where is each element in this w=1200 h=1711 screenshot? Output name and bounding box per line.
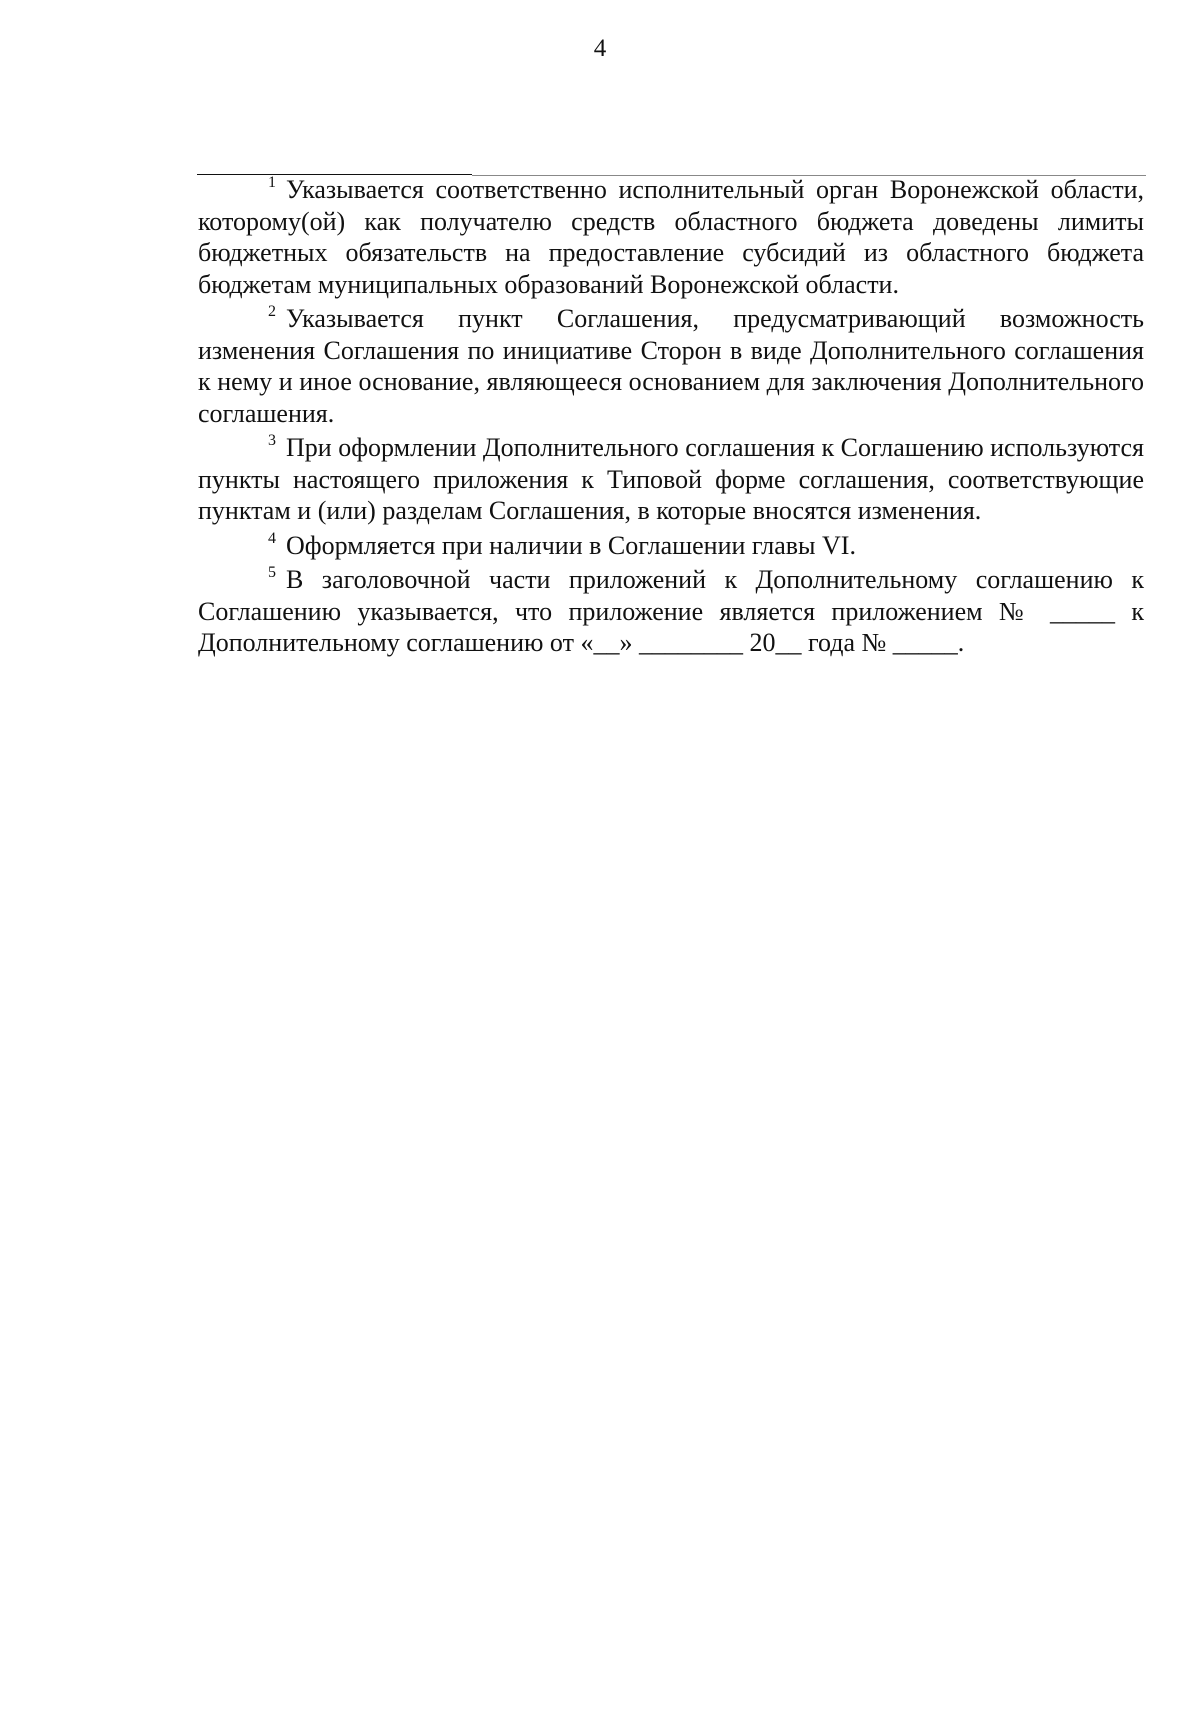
footnote-4 — [198, 530, 1144, 562]
footnote-marker: 1 — [268, 174, 276, 191]
footnote-text: Указывается соответственно исполнительный орган Воронежской области, которому(ой) как получателю средств областного бюджета доведены лимиты бюджетных обязательств на предоставление субсидий из областного бюджета бюджетам муниципальных образований Воронежской области. — [198, 175, 1144, 299]
footnote-marker: 3 — [268, 432, 276, 449]
footnote-text: Указывается пункт Соглашения, предусматривающий возможность изменения Соглашения по инициативе Сторон в виде Дополнительного соглашения к нему и иное основание, являющееся основанием для заключения Дополнительного соглашения. — [198, 304, 1144, 428]
footnote-2 — [198, 303, 1144, 429]
footnote-marker: 2 — [268, 303, 276, 320]
footnote-text: В заголовочной части приложений к Дополнительному соглашению к Соглашению указывается, что приложение является приложением № _____ к Дополнительному соглашению от «__» ________ 20__ года № _____. — [198, 565, 1144, 657]
footnote-text: При оформлении Дополнительного соглашения к Соглашению используются пункты настоящего приложения к Типовой форме соглашения, соответствующие пунктам и (или) разделам Соглашения, в которые вносятся изменения. — [198, 433, 1144, 525]
footnote-1 — [198, 174, 1144, 300]
footnote-marker: 4 — [268, 529, 276, 547]
footnote-3 — [198, 432, 1144, 527]
page-number: 4 — [593, 35, 607, 62]
footnotes-block — [198, 174, 1144, 662]
footnote-text: Оформляется при наличии в Соглашении главы VI. — [286, 530, 856, 560]
footnote-marker: 5 — [268, 564, 276, 581]
footnote-5 — [198, 564, 1144, 659]
